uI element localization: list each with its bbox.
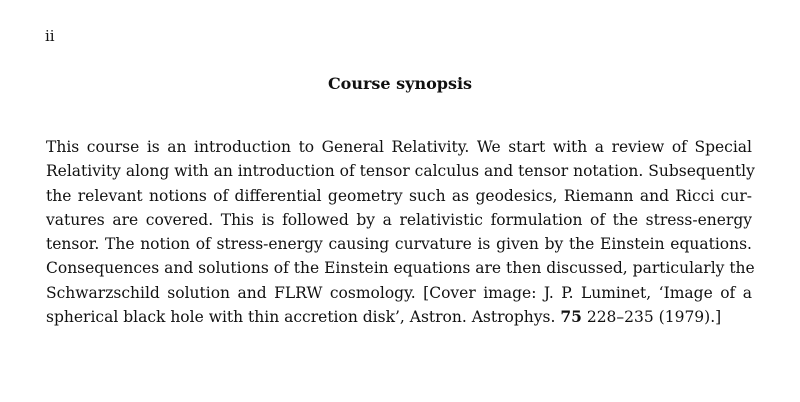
paragraph-line: Relativity along with an introduction of tensor calculus and tensor notation. Subsequently: [46, 162, 755, 181]
synopsis-paragraph: [46, 135, 755, 329]
paragraph-last-line: [46, 305, 752, 329]
paragraph-line: tensor. The notion of stress-energy causing curvature is given by the Einstein equations.: [46, 235, 752, 254]
paragraph-line: Consequences and solutions of the Einstein equations are then discussed, particularly the: [46, 259, 755, 278]
citation-text: spherical black hole with thin accretion disk’, Astron. Astrophys.: [46, 308, 556, 327]
citation-pages: 228–235 (1979).]: [586, 308, 722, 327]
paragraph-line: Schwarzschild solution and FLRW cosmology. [Cover image: J. P. Luminet, ‘Image of a: [46, 283, 752, 302]
citation-volume: 75: [560, 307, 582, 327]
section-heading: Course synopsis: [327, 74, 473, 93]
paragraph-line: vatures are covered. This is followed by a relativistic formulation of the stress-energy: [46, 210, 752, 229]
page-number: ii: [45, 27, 55, 45]
paragraph-line: This course is an introduction to General Relativity. We start with a review of Special: [46, 138, 752, 156]
paragraph-line: the relevant notions of differential geometry such as geodesics, Riemann and Ricci cur-: [46, 186, 752, 205]
